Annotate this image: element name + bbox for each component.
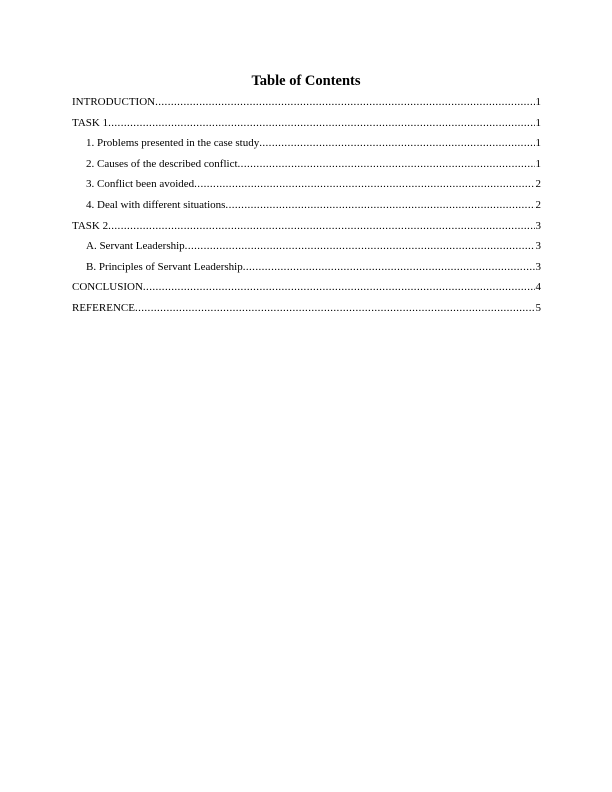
toc-entry-label: TASK 1: [72, 116, 109, 129]
toc-entry-introduction[interactable]: [72, 95, 541, 116]
toc-dot-leader: [135, 301, 535, 315]
toc-entry-task-2[interactable]: [72, 219, 541, 240]
toc-entry-problems[interactable]: [72, 136, 541, 157]
toc-dot-leader: [108, 116, 534, 130]
toc-dot-leader: [225, 198, 534, 212]
toc-page-number: 1: [535, 157, 541, 170]
toc-dot-leader: [238, 157, 535, 171]
toc-page-number: 2: [535, 178, 541, 191]
toc-entry-reference[interactable]: [72, 301, 541, 322]
toc-entry-label: INTRODUCTION: [72, 96, 156, 108]
toc-page-number: 3: [535, 240, 541, 253]
toc-page-number: 3: [535, 260, 541, 273]
toc-entry-label: 1. Problems presented in the case study: [86, 137, 260, 150]
toc-entry-servant-leadership[interactable]: [72, 239, 541, 260]
toc-dot-leader: [185, 239, 535, 253]
toc-dot-leader: [143, 280, 535, 294]
toc-entry-label: 2. Causes of the described conflict: [86, 157, 238, 170]
toc-page-number: 1: [535, 137, 541, 150]
toc-entry-label: 3. Conflict been avoided: [86, 178, 195, 191]
toc-dot-leader: [194, 177, 534, 191]
toc-page-number: 3: [535, 219, 541, 232]
toc-entry-conclusion[interactable]: [72, 280, 541, 301]
toc-dot-leader: [108, 219, 534, 233]
toc-page-number: 5: [535, 301, 541, 314]
toc-entry-label: A. Servant Leadership: [86, 240, 185, 253]
table-of-contents: [72, 95, 541, 322]
toc-page-number: 1: [535, 96, 541, 108]
toc-entry-task-1[interactable]: [72, 116, 541, 137]
toc-page-number: 4: [535, 281, 541, 294]
toc-dot-leader: [243, 260, 535, 274]
toc-entry-causes[interactable]: [72, 157, 541, 178]
toc-entry-conflict-avoided[interactable]: [72, 177, 541, 198]
toc-entry-label: 4. Deal with different situations: [86, 198, 226, 211]
toc-title: Table of Contents: [251, 73, 361, 89]
toc-dot-leader: [155, 95, 534, 109]
toc-page-number: 2: [535, 198, 541, 211]
toc-entry-different-situations[interactable]: [72, 198, 541, 219]
toc-entry-principles[interactable]: [72, 260, 541, 281]
toc-dot-leader: [259, 136, 534, 150]
toc-page-number: 1: [535, 116, 541, 129]
toc-entry-label: REFERENCE: [72, 301, 135, 314]
toc-entry-label: TASK 2: [72, 219, 109, 232]
toc-entry-label: B. Principles of Servant Leadership: [86, 260, 243, 273]
toc-entry-label: CONCLUSION: [72, 281, 143, 294]
